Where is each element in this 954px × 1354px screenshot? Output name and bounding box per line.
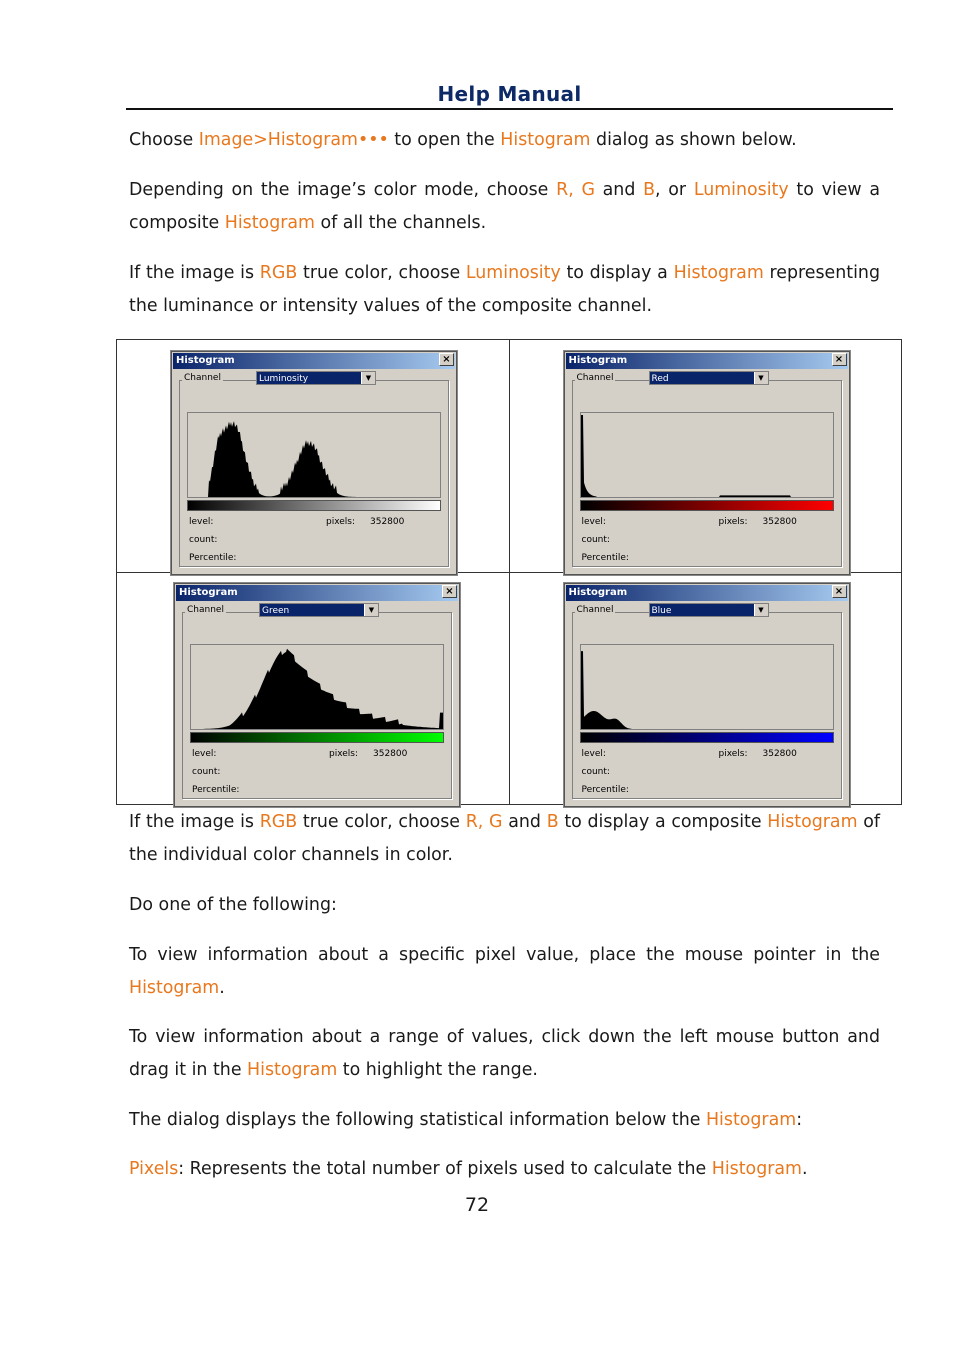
level-label: level: xyxy=(581,748,606,759)
text-run: : xyxy=(796,1110,803,1130)
count-label: count: xyxy=(581,766,610,777)
pixels-value: 352800 xyxy=(370,517,405,527)
text-run: The dialog displays the following statistical information below the xyxy=(129,1110,706,1130)
channel-select[interactable] xyxy=(649,371,769,385)
paragraph-color-mode xyxy=(129,174,880,240)
text-run: to highlight the range. xyxy=(337,1060,538,1080)
highlighted-term: Image>Histogram••• xyxy=(198,130,389,150)
highlighted-term: B xyxy=(643,180,656,200)
level-label: level: xyxy=(192,748,217,759)
text-run: true color, choose xyxy=(297,812,466,832)
histogram-plot[interactable] xyxy=(580,644,834,730)
text-run: to view a composite xyxy=(129,180,880,233)
dialog-titlebar: Histogram xyxy=(566,353,848,369)
page-number: 72 xyxy=(464,1194,490,1216)
percentile-label: Percentile: xyxy=(192,784,240,795)
histogram-svg xyxy=(191,645,443,729)
figure-cell-red xyxy=(509,340,902,573)
highlighted-term: RGB xyxy=(259,263,298,283)
highlighted-term: Pixels xyxy=(129,1159,179,1179)
text-run: of the individual color channels in color. xyxy=(129,812,880,865)
pixels-label: pixels: xyxy=(718,748,748,759)
channel-label: Channel xyxy=(576,604,614,615)
channel-gradient-bar xyxy=(580,500,834,511)
histogram-figure-table xyxy=(116,339,902,805)
header-rule xyxy=(126,108,893,110)
percentile-label: Percentile: xyxy=(581,553,629,563)
histogram-area xyxy=(191,648,443,728)
histogram-area xyxy=(188,421,440,497)
histogram-dialog-luminosity xyxy=(170,350,458,576)
highlighted-term: Histogram xyxy=(129,978,220,998)
histogram-svg xyxy=(188,413,440,497)
close-icon[interactable]: × xyxy=(442,585,457,598)
text-run: to display a composite xyxy=(558,812,768,832)
close-icon[interactable]: × xyxy=(439,353,454,366)
text-run: Choose xyxy=(129,130,199,150)
histogram-dialog-red xyxy=(563,350,851,576)
highlighted-term: B xyxy=(546,812,559,832)
text-run: dialog as shown below. xyxy=(590,130,797,150)
paragraph-do-one xyxy=(129,889,880,922)
histogram-plot[interactable] xyxy=(187,412,441,498)
close-icon[interactable]: × xyxy=(832,585,847,598)
text-run: to display a xyxy=(560,263,674,283)
channel-select-value: Red xyxy=(651,374,669,384)
paragraph-pixels xyxy=(129,1153,880,1186)
percentile-label: Percentile: xyxy=(581,784,629,795)
text-run: of all the channels. xyxy=(314,213,487,233)
pixels-label: pixels: xyxy=(329,748,359,759)
level-label: level: xyxy=(581,517,606,527)
text-run: to open the xyxy=(388,130,501,150)
pixels-value: 352800 xyxy=(373,748,408,759)
text-run: . xyxy=(219,978,225,998)
count-label: count: xyxy=(189,535,218,545)
highlighted-term: Luminosity xyxy=(465,263,561,283)
text-run: . xyxy=(801,1159,808,1179)
text-run: If the image is xyxy=(129,812,260,832)
close-icon[interactable]: × xyxy=(832,353,847,366)
dialog-titlebar: Histogram xyxy=(176,585,458,601)
text-run: Depending on the image’s color mode, choose xyxy=(129,180,557,200)
figure-cell-green xyxy=(117,572,510,805)
text-run: If the image is xyxy=(129,263,260,283)
highlighted-term: Histogram xyxy=(247,1060,338,1080)
pixels-value: 352800 xyxy=(762,748,797,759)
text-run: To view information about a range of values, click down the left mouse button and drag it in the xyxy=(129,1027,880,1080)
dialog-titlebar: Histogram xyxy=(566,585,848,601)
histogram-area xyxy=(581,415,833,497)
count-label: count: xyxy=(581,535,610,545)
header-title: Help Manual xyxy=(437,82,582,106)
highlighted-term: Histogram xyxy=(711,1159,802,1179)
histogram-svg xyxy=(581,645,833,729)
pixels-value: 352800 xyxy=(762,517,797,527)
figure-cell-blue xyxy=(509,572,902,805)
histogram-svg xyxy=(581,413,833,497)
channel-select-value: Luminosity xyxy=(259,374,309,384)
highlighted-term: Histogram xyxy=(224,213,315,233)
text-run: Do one of the following: xyxy=(129,895,337,915)
channel-select[interactable] xyxy=(259,603,379,617)
highlighted-term: Histogram xyxy=(705,1110,797,1130)
channel-gradient-bar xyxy=(580,732,834,743)
paragraph-rgb-channels xyxy=(129,806,880,872)
highlighted-term: Luminosity xyxy=(693,180,789,200)
channel-label: Channel xyxy=(187,604,224,615)
figure-cell-luminosity xyxy=(117,340,510,573)
highlighted-term: RGB xyxy=(259,812,298,832)
channel-gradient-bar xyxy=(187,500,441,511)
dialog-titlebar: Histogram xyxy=(173,353,455,369)
highlighted-term: Histogram xyxy=(500,130,591,150)
level-label: level: xyxy=(189,517,214,527)
channel-select-value: Green xyxy=(262,605,290,616)
paragraph-rgb-luminosity xyxy=(129,257,880,323)
highlighted-term: R, G xyxy=(465,812,503,832)
chevron-down-icon[interactable]: ▼ xyxy=(361,372,375,384)
histogram-dialog-blue xyxy=(563,582,851,808)
chevron-down-icon[interactable]: ▼ xyxy=(754,372,768,384)
text-run: representing the luminance or intensity values of the composite channel. xyxy=(129,263,880,316)
paragraph-statistics xyxy=(129,1104,880,1137)
channel-gradient-bar xyxy=(190,732,444,743)
count-label: count: xyxy=(192,766,221,777)
channel-select-value: Blue xyxy=(651,605,672,616)
highlighted-term: R, G xyxy=(556,180,595,200)
channel-select[interactable] xyxy=(649,603,769,617)
paragraph-open-histogram xyxy=(129,124,880,157)
pixels-label: pixels: xyxy=(326,517,356,527)
pixels-label: pixels: xyxy=(718,517,748,527)
text-run: , or xyxy=(655,180,694,200)
chevron-down-icon[interactable]: ▼ xyxy=(754,604,768,616)
paragraph-range-values xyxy=(129,1021,880,1087)
channel-label: Channel xyxy=(576,373,614,383)
channel-select[interactable] xyxy=(256,371,376,385)
percentile-label: Percentile: xyxy=(189,553,237,563)
chevron-down-icon[interactable]: ▼ xyxy=(364,604,378,616)
histogram-plot[interactable] xyxy=(190,644,444,730)
text-run: : Represents the total number of pixels used to calculate the xyxy=(178,1159,712,1179)
text-run: To view information about a specific pixel value, place the mouse pointer in the xyxy=(129,945,880,965)
highlighted-term: Histogram xyxy=(673,263,764,283)
highlighted-term: Histogram xyxy=(767,812,858,832)
text-run: and xyxy=(594,180,644,200)
histogram-dialog-green xyxy=(173,582,461,808)
text-run: true color, choose xyxy=(297,263,466,283)
histogram-plot[interactable] xyxy=(580,412,834,498)
text-run: and xyxy=(502,812,547,832)
paragraph-specific-pixel xyxy=(129,939,880,1005)
channel-label: Channel xyxy=(184,373,221,383)
histogram-area xyxy=(581,651,833,729)
